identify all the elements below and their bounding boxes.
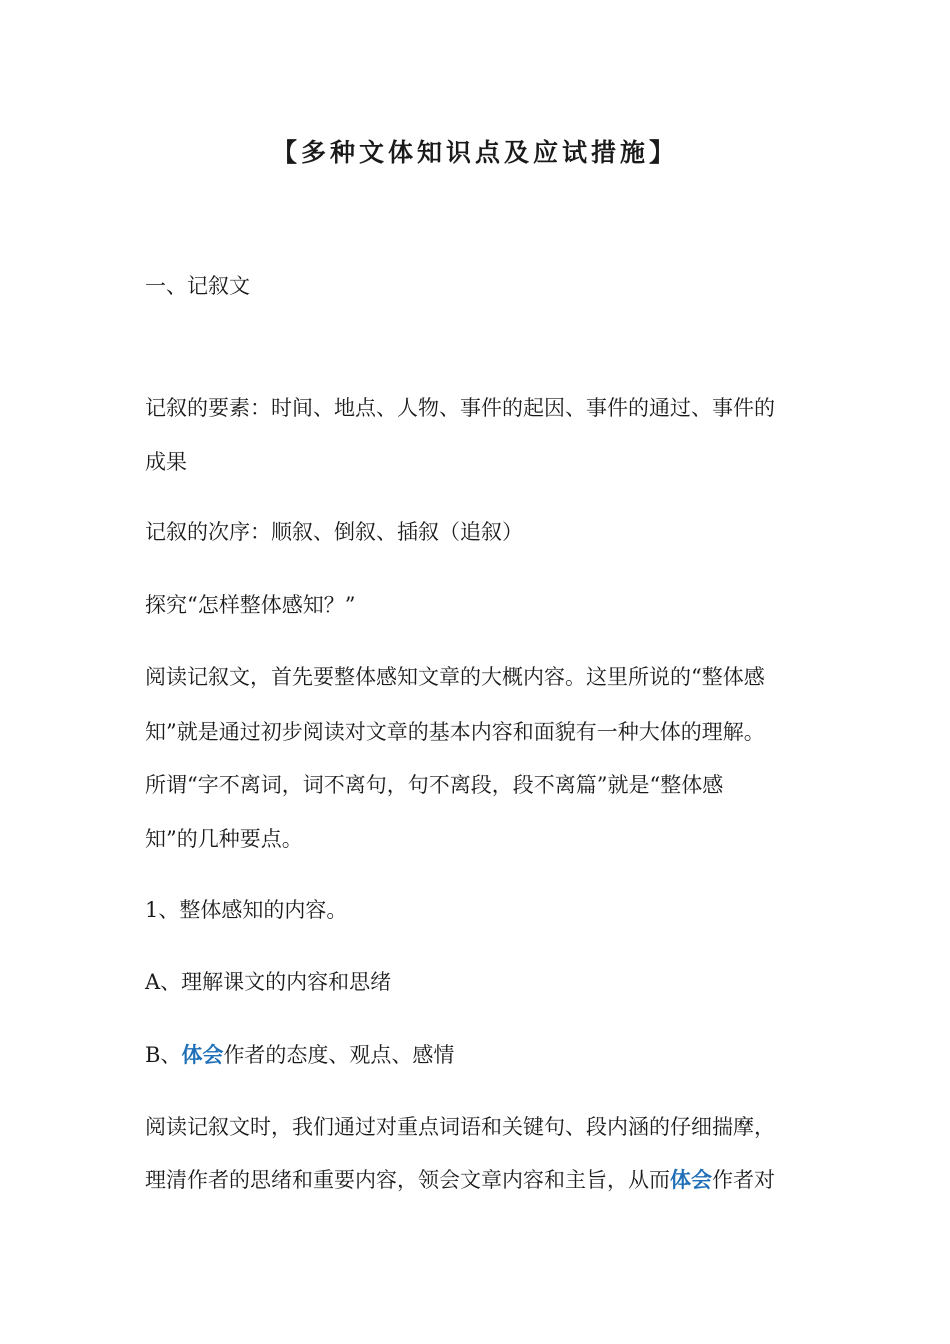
item-b bbox=[145, 1041, 454, 1069]
item-1: 1、整体感知的内容。 bbox=[145, 898, 348, 922]
paragraph-2-line-1: 阅读记叙文时，我们通过对重点词语和关键句、段内涵的仔细揣摩， bbox=[145, 1115, 775, 1139]
order-line: 记叙的次序：顺叙、倒叙、插叙（追叙） bbox=[145, 520, 523, 544]
item-a: A、理解课文的内容和思绪 bbox=[145, 970, 392, 994]
paragraph-2-line-2-suffix: 作者对 bbox=[712, 1168, 775, 1192]
section-heading: 一、记叙文 bbox=[145, 274, 250, 298]
item-b-highlight-link[interactable]: 体会 bbox=[181, 1043, 224, 1067]
paragraph-1-line-3: 所谓“字不离词，词不离句，句不离段，段不离篇”就是“整体感 bbox=[145, 773, 724, 797]
paragraph-1-line-4: 知”的几种要点。 bbox=[145, 827, 303, 851]
elements-line-1: 记叙的要素：时间、地点、人物、事件的起因、事件的通过、事件的 bbox=[145, 396, 775, 420]
paragraph-2-highlight-link[interactable]: 体会 bbox=[670, 1168, 712, 1192]
paragraph-2-line-2 bbox=[145, 1166, 775, 1194]
paragraph-2-line-2-prefix: 理清作者的思绪和重要内容，领会文章内容和主旨，从而 bbox=[145, 1168, 670, 1192]
elements-line-2: 成果 bbox=[145, 450, 187, 474]
item-b-suffix: 作者的态度、观点、感情 bbox=[223, 1043, 455, 1067]
paragraph-1-line-1: 阅读记叙文，首先要整体感知文章的大概内容。这里所说的“整体感 bbox=[145, 665, 765, 689]
paragraph-1-line-2: 知”就是通过初步阅读对文章的基本内容和面貌有一种大体的理解。 bbox=[145, 720, 765, 744]
item-b-prefix: B、 bbox=[145, 1043, 182, 1067]
document-title: 【多种文体知识点及应试措施】 bbox=[271, 138, 678, 167]
explore-line: 探究“怎样整体感知？” bbox=[145, 593, 356, 617]
